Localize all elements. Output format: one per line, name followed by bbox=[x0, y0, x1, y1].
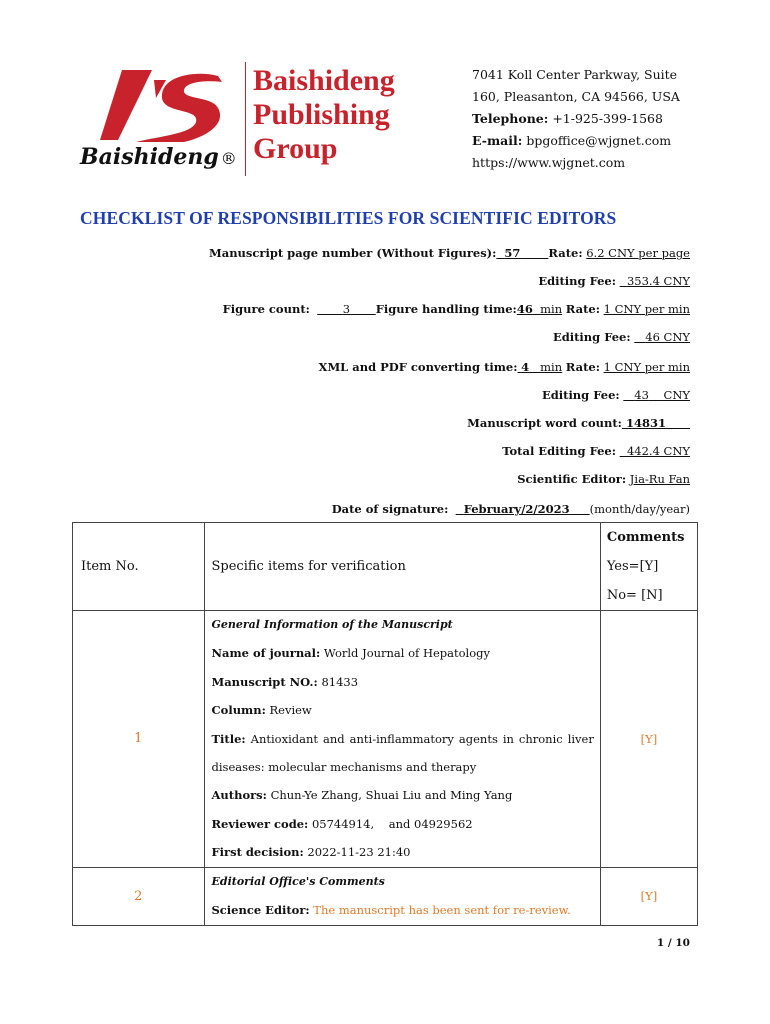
publisher-line-3: Group bbox=[253, 132, 338, 165]
figure-count-value: 3 bbox=[342, 302, 351, 316]
page-fee-line bbox=[538, 274, 690, 288]
item-number-1: 1 bbox=[73, 611, 205, 868]
column-line: Column: Review bbox=[211, 703, 312, 718]
publisher-line-1: Baishideng bbox=[253, 64, 395, 97]
authors-line: Authors: Chun-Ye Zhang, Shuai Liu and Ming Yang bbox=[211, 788, 513, 803]
editorial-office-cell bbox=[204, 867, 600, 925]
checklist-table bbox=[72, 522, 698, 926]
comment-2: [Y] bbox=[600, 867, 697, 925]
xml-line bbox=[319, 360, 690, 374]
signature-date-value: February/2/2023 bbox=[463, 502, 570, 516]
total-fee-line bbox=[502, 444, 690, 458]
page-number: 1 / 10 bbox=[656, 937, 690, 949]
address-line-1: 7041 Koll Center Parkway, Suite bbox=[472, 67, 678, 82]
header-specific-items: Specific items for verification bbox=[204, 523, 600, 611]
total-fee-label: Total Editing Fee: bbox=[502, 444, 616, 458]
scientific-editor-line bbox=[517, 472, 690, 486]
telephone-value: +1-925-399-1568 bbox=[552, 111, 663, 126]
figure-fee-value: 46 CNY bbox=[645, 330, 690, 344]
email-label: E-mail: bbox=[472, 133, 523, 148]
table-header-row bbox=[73, 523, 698, 611]
reviewer-code-line: Reviewer code: 05744914, and 04929562 bbox=[211, 816, 473, 831]
telephone-label: Telephone: bbox=[472, 111, 549, 126]
title-line-2: diseases: molecular mechanisms and therapy bbox=[211, 760, 477, 775]
xml-time-label: XML and PDF converting time: bbox=[318, 360, 518, 374]
title-line: Title: Antioxidant and anti-inflammatory agents in chronic liver bbox=[211, 731, 594, 746]
word-count-label: Manuscript word count: bbox=[467, 416, 622, 430]
figure-count-label: Figure count: bbox=[222, 302, 310, 316]
xml-rate-label: Rate: bbox=[565, 360, 600, 374]
figure-rate-value: 1 CNY per min bbox=[603, 302, 690, 316]
xml-rate-value: 1 CNY per min bbox=[603, 360, 690, 374]
no-legend: No= [N] bbox=[606, 588, 663, 603]
page-title: CHECKLIST OF RESPONSIBILITIES FOR SCIENTIFIC EDITORS bbox=[80, 208, 617, 228]
email-value[interactable]: bpgoffice@wjgnet.com bbox=[526, 133, 672, 148]
general-info-cell bbox=[204, 611, 600, 868]
signature-date-format: (month/day/year) bbox=[589, 502, 690, 516]
publisher-line-2: Publishing bbox=[253, 98, 390, 131]
page-rate-value: 6.2 CNY per page bbox=[586, 246, 690, 260]
xml-fee-value: 43 CNY bbox=[634, 388, 690, 402]
manuscript-no-line: Manuscript NO.: 81433 bbox=[211, 674, 359, 689]
figure-fee-line bbox=[553, 330, 690, 344]
section-general-info: General Information of the Manuscript bbox=[211, 618, 453, 631]
figure-rate-label: Rate: bbox=[565, 302, 600, 316]
publisher-name bbox=[253, 64, 395, 166]
email-line bbox=[472, 130, 680, 152]
section-editorial-office: Editorial Office's Comments bbox=[211, 874, 385, 888]
table-row bbox=[73, 867, 698, 925]
page-number-line bbox=[209, 246, 690, 260]
comment-1: [Y] bbox=[600, 611, 697, 868]
journal-line: Name of journal: World Journal of Hepatology bbox=[211, 646, 491, 661]
logo-mark-icon bbox=[100, 70, 260, 150]
xml-fee-line bbox=[542, 388, 690, 402]
page-rate-label: Rate: bbox=[548, 246, 583, 260]
signature-date-label: Date of signature: bbox=[331, 502, 449, 516]
address-line-2: 160, Pleasanton, CA 94566, USA bbox=[472, 89, 680, 104]
yes-legend: Yes=[Y] bbox=[606, 559, 659, 574]
logo-wordmark bbox=[80, 144, 237, 170]
figure-time-label: Figure handling time: bbox=[375, 302, 517, 316]
figure-fee-label: Editing Fee: bbox=[552, 330, 631, 344]
scientific-editor-label: Scientific Editor: bbox=[517, 472, 627, 486]
website-link[interactable]: https://www.wjgnet.com bbox=[472, 155, 626, 170]
header-divider bbox=[245, 62, 246, 176]
word-count-line bbox=[467, 416, 690, 430]
word-count-value: 14831 bbox=[625, 416, 666, 430]
figure-line bbox=[223, 302, 690, 316]
logo bbox=[80, 66, 240, 178]
telephone-line bbox=[472, 108, 680, 130]
total-fee-value: 442.4 CNY bbox=[626, 444, 690, 458]
xml-time-value: 4 min bbox=[521, 360, 563, 374]
page-fee-value: 353.4 CNY bbox=[626, 274, 690, 288]
first-decision-line: First decision: 2022-11-23 21:40 bbox=[211, 845, 411, 860]
science-editor-line: Science Editor: The manuscript has been sent for re-review. bbox=[211, 903, 571, 918]
page-number-label: Manuscript page number (Without Figures): bbox=[209, 246, 497, 260]
item-number-2: 2 bbox=[73, 867, 205, 925]
page-number-value: 57 bbox=[504, 246, 521, 260]
figure-time-value: 46 min bbox=[516, 302, 563, 316]
comments-label: Comments bbox=[606, 530, 685, 545]
address-block bbox=[472, 64, 680, 174]
signature-date-line bbox=[332, 502, 690, 516]
xml-fee-label: Editing Fee: bbox=[541, 388, 620, 402]
page-fee-label: Editing Fee: bbox=[538, 274, 616, 288]
registered-mark: ® bbox=[220, 149, 237, 168]
table-row bbox=[73, 611, 698, 868]
logo-text: Baishideng bbox=[80, 144, 219, 170]
header-comments bbox=[600, 523, 697, 611]
header-item-no: Item No. bbox=[73, 523, 205, 611]
scientific-editor-value: Jia-Ru Fan bbox=[629, 472, 690, 486]
